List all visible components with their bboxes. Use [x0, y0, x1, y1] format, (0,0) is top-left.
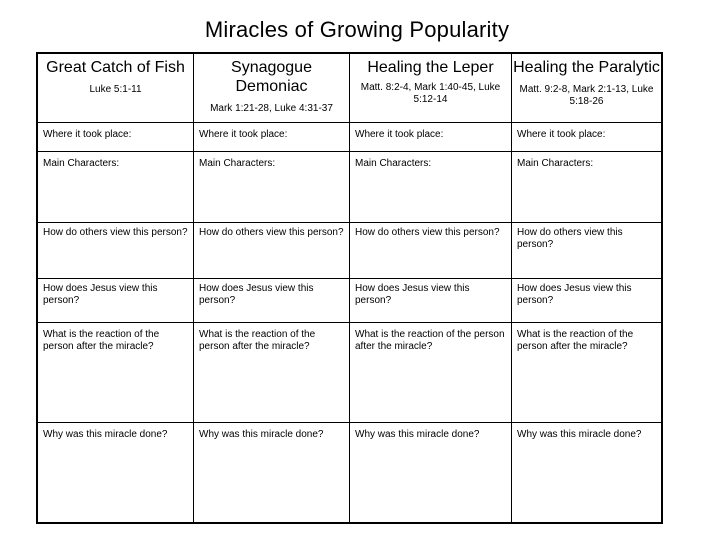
- question-prompt: How do others view this person?: [517, 227, 623, 250]
- question-prompt: How do others view this person?: [43, 227, 188, 238]
- answer-cell[interactable]: [194, 152, 350, 223]
- question-prompt: Main Characters:: [517, 158, 594, 169]
- scripture-reference: Matt. 8:2-4, Mark 1:40-45, Luke 5:12-14: [360, 82, 501, 105]
- question-prompt: What is the reaction of the person after the miracle?: [43, 329, 160, 352]
- header-row: [38, 54, 662, 123]
- answer-cell[interactable]: [350, 423, 512, 523]
- question-prompt: Main Characters:: [199, 158, 276, 169]
- answer-cell[interactable]: [38, 152, 194, 223]
- answer-cell[interactable]: [350, 323, 512, 423]
- table-row: [38, 123, 662, 152]
- table-row: [38, 223, 662, 279]
- question-prompt: Where it took place:: [199, 129, 288, 140]
- answer-cell[interactable]: [350, 123, 512, 152]
- answer-cell[interactable]: [194, 323, 350, 423]
- question-prompt: Where it took place:: [355, 129, 444, 140]
- table-row: [38, 152, 662, 223]
- table-row: [38, 423, 662, 523]
- column-title: Great Catch of Fish: [46, 59, 185, 76]
- answer-cell[interactable]: [194, 223, 350, 279]
- question-prompt: How do others view this person?: [355, 227, 500, 238]
- question-prompt: Main Characters:: [355, 158, 432, 169]
- answer-cell[interactable]: [512, 423, 662, 523]
- answer-cell[interactable]: [512, 323, 662, 423]
- table-row: [38, 279, 662, 323]
- answer-cell[interactable]: [194, 279, 350, 323]
- question-prompt: What is the reaction of the person after the miracle?: [355, 329, 505, 352]
- answer-cell[interactable]: [38, 223, 194, 279]
- column-title: Healing the Leper: [367, 59, 494, 76]
- question-prompt: Where it took place:: [517, 129, 606, 140]
- question-prompt: Why was this miracle done?: [43, 429, 168, 440]
- answer-cell[interactable]: [512, 123, 662, 152]
- column-title: Healing the Paralytic: [513, 59, 660, 76]
- header-cell: [350, 54, 512, 123]
- question-prompt: How does Jesus view this person?: [43, 283, 158, 306]
- question-prompt: How does Jesus view this person?: [199, 283, 314, 306]
- question-prompt: How do others view this person?: [199, 227, 344, 238]
- answer-cell[interactable]: [512, 279, 662, 323]
- answer-cell[interactable]: [512, 152, 662, 223]
- scripture-reference: Luke 5:1-11: [89, 84, 142, 95]
- answer-cell[interactable]: [350, 223, 512, 279]
- column-title: Synagogue Demoniac: [231, 59, 312, 95]
- question-prompt: What is the reaction of the person after the miracle?: [517, 329, 634, 352]
- scripture-reference: Matt. 9:2-8, Mark 2:1-13, Luke 5:18-26: [519, 84, 654, 107]
- answer-cell[interactable]: [512, 223, 662, 279]
- question-prompt: What is the reaction of the person after the miracle?: [199, 329, 316, 352]
- miracles-table: [37, 53, 662, 523]
- answer-cell[interactable]: [38, 323, 194, 423]
- answer-cell[interactable]: [38, 279, 194, 323]
- question-prompt: Why was this miracle done?: [517, 429, 642, 440]
- question-prompt: Why was this miracle done?: [199, 429, 324, 440]
- answer-cell[interactable]: [38, 423, 194, 523]
- question-prompt: Why was this miracle done?: [355, 429, 480, 440]
- question-prompt: How does Jesus view this person?: [355, 283, 470, 306]
- answer-cell[interactable]: [194, 423, 350, 523]
- question-prompt: How does Jesus view this person?: [517, 283, 632, 306]
- question-prompt: Where it took place:: [43, 129, 132, 140]
- answer-cell[interactable]: [350, 279, 512, 323]
- question-prompt: Main Characters:: [43, 158, 120, 169]
- answer-cell[interactable]: [350, 152, 512, 223]
- header-cell: [512, 54, 662, 123]
- header-cell: [38, 54, 194, 123]
- answer-cell[interactable]: [38, 123, 194, 152]
- scripture-reference: Mark 1:21-28, Luke 4:31-37: [210, 103, 333, 114]
- answer-cell[interactable]: [194, 123, 350, 152]
- page-title: Miracles of Growing Popularity: [204, 17, 510, 42]
- table-row: [38, 323, 662, 423]
- header-cell: [194, 54, 350, 123]
